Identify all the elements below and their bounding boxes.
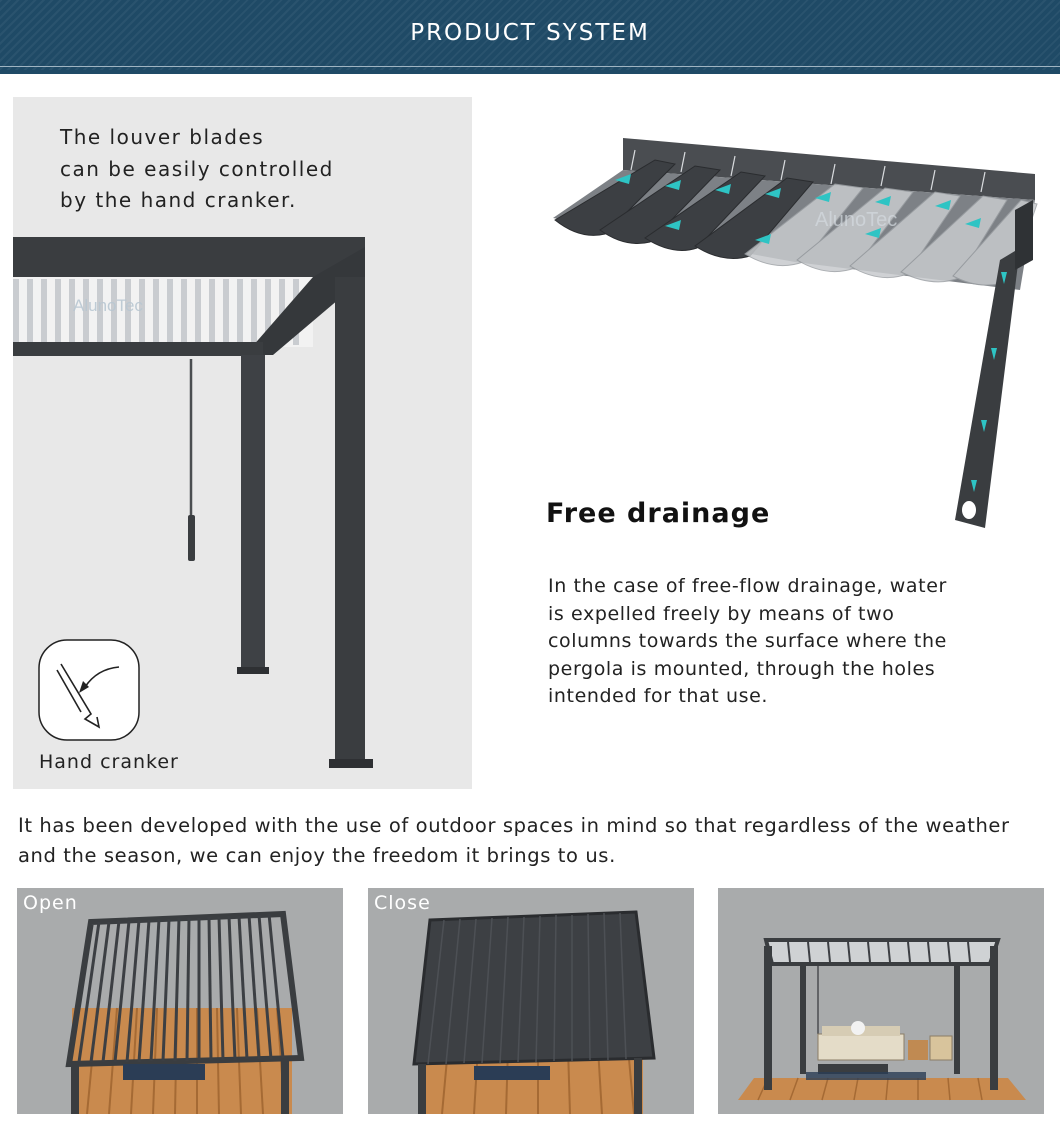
photo-label-close: Close — [374, 892, 431, 914]
hand-cranker-label: Hand cranker — [39, 751, 179, 773]
hand-cranker-icon — [39, 640, 139, 740]
header-divider — [0, 70, 1060, 74]
watermark-logo: AlunoTec — [815, 209, 898, 231]
pergola-furnished-image — [718, 888, 1044, 1114]
drainage-column — [955, 248, 1020, 528]
louver-caption — [60, 122, 360, 217]
front-beam — [13, 342, 263, 356]
header-divider-light — [0, 66, 1060, 67]
pergola-closed-image — [368, 888, 694, 1114]
drainage-description: In the case of free-flow drainage, water is expelled freely by means of two columns towards the surface where the pergola is mounted, through the holes intended for that use. — [548, 575, 947, 707]
louver-caption-line: by the hand cranker. — [60, 188, 297, 212]
intro-text: It has been developed with the use of outdoor spaces in mind so that regardless of the weather and the season, we can enjoy the freedom it brings to us. — [18, 814, 1010, 867]
drainage-illustration — [545, 130, 1045, 530]
pergola-open-image — [17, 888, 343, 1114]
outer-post — [335, 277, 365, 765]
page-title: PRODUCT SYSTEM — [410, 20, 650, 46]
top-beam — [13, 237, 365, 277]
louver-caption-line: The louver blades — [60, 125, 265, 149]
louver-caption-line: can be easily controlled — [60, 156, 334, 181]
drainage-title: Free drainage — [546, 498, 771, 529]
inner-post — [241, 355, 265, 673]
photo-label-open: Open — [23, 892, 78, 914]
photo-open — [17, 888, 343, 1114]
watermark-logo: AlunoTec — [73, 296, 143, 315]
photo-furnished — [718, 888, 1044, 1114]
photo-close — [368, 888, 694, 1114]
